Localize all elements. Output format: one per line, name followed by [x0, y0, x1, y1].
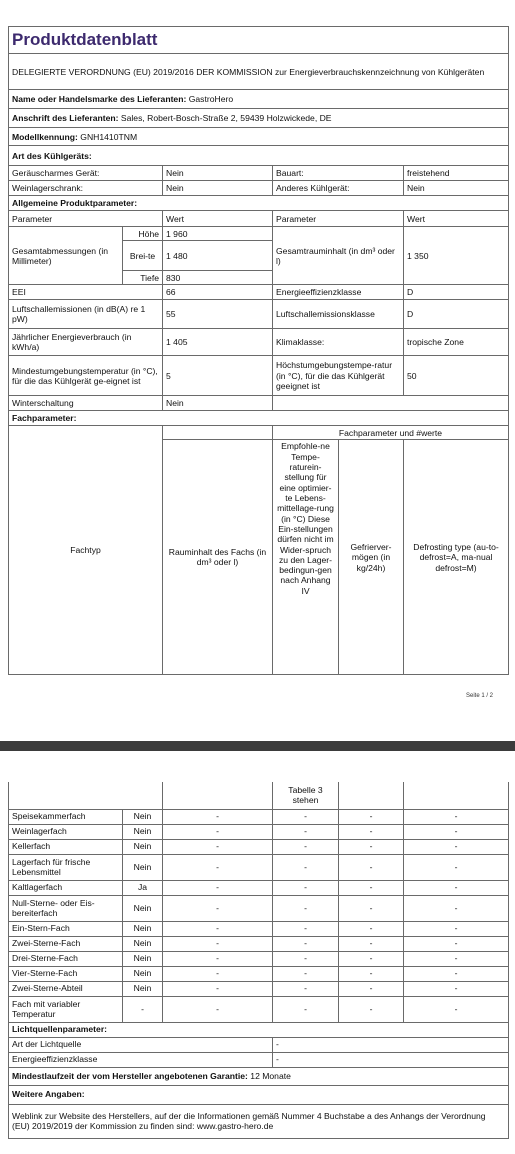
warranty-row: [9, 1067, 509, 1085]
param-value: 1 405: [163, 329, 273, 356]
compartment-defrost: -: [404, 936, 509, 951]
light-row: [9, 1052, 509, 1067]
compartment-defrost: -: [404, 895, 509, 921]
col-header-value: Wert: [404, 211, 509, 227]
type-row: [9, 181, 509, 196]
param-label: Mindestumgebungstemperatur (in °C), für die das Kühlgerät ge-eignet ist: [9, 356, 163, 396]
compartment-volume: -: [163, 839, 273, 854]
page-separator: [0, 741, 515, 751]
page-title: Produktdatenblatt: [9, 27, 509, 54]
type-label: Bauart:: [273, 166, 404, 181]
param-label: Luftschallemissionsklasse: [273, 300, 404, 329]
compartment-defrost: -: [404, 854, 509, 880]
compartment-freeze: -: [339, 895, 404, 921]
light-type-label: Art der Lichtquelle: [9, 1037, 273, 1052]
param-value: tropische Zone: [404, 329, 509, 356]
compartment-name: Kaltlagerfach: [9, 880, 123, 895]
winter-value: Nein: [163, 396, 273, 411]
col-header-value: Wert: [163, 211, 273, 227]
width-label: Brei-te: [123, 241, 163, 271]
supplier-value: GastroHero: [188, 94, 234, 105]
compartment-temperature: -: [273, 854, 339, 880]
compartment-defrost: -: [404, 824, 509, 839]
compartment-freeze: -: [339, 921, 404, 936]
datasheet-table-page-2: [8, 782, 509, 1139]
height-label: Höhe: [123, 227, 163, 241]
param-row: [9, 329, 509, 356]
regulation-text: DELEGIERTE VERORDNUNG (EU) 2019/2016 DER KOMMISSION zur Energieverbrauchskennzeichnung von Kühlgeräten: [9, 54, 509, 90]
param-label: Klimaklasse:: [273, 329, 404, 356]
compartment-temperature: -: [273, 824, 339, 839]
compartment-row: [9, 809, 509, 824]
compartment-volume: -: [163, 809, 273, 824]
compartment-defrost: -: [404, 921, 509, 936]
compartment-row: [9, 854, 509, 880]
compartment-present: Nein: [123, 839, 163, 854]
compartment-present: Nein: [123, 981, 163, 996]
param-label: Energieeffizienzklasse: [273, 285, 404, 300]
warranty-label: Mindestlaufzeit der vom Hersteller angebotenen Garantie:: [12, 1070, 248, 1081]
compartment-volume: -: [163, 854, 273, 880]
col-header-volume: Rauminhalt des Fachs (in dm³ oder l): [163, 440, 273, 675]
compartment-present: Nein: [123, 921, 163, 936]
address-value: Sales, Robert-Bosch-Straße 2, 59439 Holzwickede, DE: [120, 113, 332, 124]
page-number: Seite 1 / 2: [466, 693, 494, 699]
compartment-temperature: -: [273, 809, 339, 824]
compartment-name: Fach mit variabler Temperatur: [9, 996, 123, 1022]
warranty-value: 12 Monate: [250, 1070, 291, 1081]
compartment-name: Lagerfach für frische Lebensmittel: [9, 854, 123, 880]
compartment-volume: -: [163, 936, 273, 951]
param-value: 66: [163, 285, 273, 300]
param-row: [9, 356, 509, 396]
light-class-value: -: [273, 1052, 509, 1067]
type-label: Geräuscharmes Gerät:: [9, 166, 163, 181]
winter-row: [9, 396, 509, 411]
type-value: Nein: [404, 181, 509, 196]
volume-value: 1 350: [404, 227, 509, 285]
compartment-row: [9, 839, 509, 854]
param-row: [9, 300, 509, 329]
supplier-label: Name oder Handelsmarke des Lieferanten:: [12, 94, 187, 105]
height-value: 1 960: [163, 227, 273, 241]
compartment-present: Nein: [123, 966, 163, 981]
further-heading: Weitere Angaben:: [9, 1085, 509, 1104]
compartment-freeze: -: [339, 981, 404, 996]
compartment-freeze: -: [339, 880, 404, 895]
compartment-rows: [9, 809, 509, 1022]
col-header-temperature: Empfohle-ne Tempe-raturein-stellung für eine optimier-te Lebens-mittellage-rung (in °C) Diese Ein-stellungen dürfen nicht im Wider-spruch zu den Lager-bedingun-gen nach Anhang IV: [273, 440, 339, 675]
compartment-group-row: [9, 426, 509, 440]
compartment-present: Nein: [123, 895, 163, 921]
col-header-parameter: Parameter: [273, 211, 404, 227]
width-value: 1 480: [163, 241, 273, 271]
compartment-freeze: -: [339, 809, 404, 824]
compartment-present: -: [123, 996, 163, 1022]
light-type-value: -: [273, 1037, 509, 1052]
compartment-volume: -: [163, 981, 273, 996]
datasheet-table-page-1: [8, 26, 509, 675]
supplier-row: [9, 90, 509, 109]
param-label: Luftschallemissionen (in dB(A) re 1 pW): [9, 300, 163, 329]
compartment-name: Vier-Sterne-Fach: [9, 966, 123, 981]
light-row: [9, 1037, 509, 1052]
col-header-fachtyp: Fachtyp: [9, 426, 163, 675]
compartment-defrost: -: [404, 951, 509, 966]
general-heading: Allgemeine Produktparameter:: [9, 196, 509, 211]
compartment-freeze: -: [339, 936, 404, 951]
compartment-defrost: -: [404, 966, 509, 981]
compartment-defrost: -: [404, 809, 509, 824]
compartment-present: Nein: [123, 854, 163, 880]
compartment-name: Zwei-Sterne-Abteil: [9, 981, 123, 996]
light-heading: Lichtquellenparameter:: [9, 1022, 509, 1037]
col-header-temperature-cont: Tabelle 3 stehen: [273, 782, 339, 809]
volume-label: Gesamtrauminhalt (in dm³ oder l): [273, 227, 404, 285]
compartment-freeze: -: [339, 966, 404, 981]
compartment-name: Kellerfach: [9, 839, 123, 854]
compartment-defrost: -: [404, 839, 509, 854]
compartment-present: Nein: [123, 809, 163, 824]
compartment-row: [9, 895, 509, 921]
compartment-name: Zwei-Sterne-Fach: [9, 936, 123, 951]
compartment-freeze: -: [339, 996, 404, 1022]
depth-label: Tiefe: [123, 271, 163, 285]
compartment-temperature: -: [273, 951, 339, 966]
type-value: Nein: [163, 181, 273, 196]
compartment-temperature: -: [273, 981, 339, 996]
dimension-row: [9, 227, 509, 241]
col-header-freeze: Gefrierver-mögen (in kg/24h): [339, 440, 404, 675]
compartment-freeze: -: [339, 951, 404, 966]
param-label: Jährlicher Energieverbrauch (in kWh/a): [9, 329, 163, 356]
type-section-heading: Art des Kühlgeräts:: [9, 146, 509, 166]
compartment-name: Speisekammerfach: [9, 809, 123, 824]
compartment-temperature: -: [273, 936, 339, 951]
compartment-temperature: -: [273, 839, 339, 854]
compartment-temperature: -: [273, 996, 339, 1022]
col-header-defrost: Defrosting type (au-to-defrost=A, ma-nual defrost=M): [404, 440, 509, 675]
param-row: [9, 285, 509, 300]
compartment-freeze: -: [339, 824, 404, 839]
col-header-group: Fachparameter und #werte: [273, 426, 509, 440]
param-value: D: [404, 300, 509, 329]
type-label: Anderes Kühlgerät:: [273, 181, 404, 196]
depth-value: 830: [163, 271, 273, 285]
compartment-volume: -: [163, 895, 273, 921]
compartment-temperature: -: [273, 966, 339, 981]
compartment-row: [9, 921, 509, 936]
compartment-row: [9, 966, 509, 981]
compartment-temperature: -: [273, 895, 339, 921]
param-value: 5: [163, 356, 273, 396]
compartment-volume: -: [163, 921, 273, 936]
type-label: Weinlagerschrank:: [9, 181, 163, 196]
compartment-defrost: -: [404, 996, 509, 1022]
compartment-row: [9, 936, 509, 951]
model-value: GNH1410TNM: [80, 131, 138, 142]
compartment-freeze: -: [339, 854, 404, 880]
compartment-temperature: -: [273, 921, 339, 936]
compartment-volume: -: [163, 966, 273, 981]
compartment-continuation-row: [9, 782, 509, 809]
compartment-volume: -: [163, 824, 273, 839]
compartment-row: [9, 824, 509, 839]
compartment-present: Nein: [123, 951, 163, 966]
dimensions-label: Gesamtabmessungen (in Millimeter): [9, 227, 123, 285]
compartment-present: Ja: [123, 880, 163, 895]
compartment-defrost: -: [404, 981, 509, 996]
type-value: Nein: [163, 166, 273, 181]
compartment-present: Nein: [123, 824, 163, 839]
compartments-heading: Fachparameter:: [9, 411, 509, 426]
further-text: Weblink zur Website des Herstellers, auf der die Informationen gemäß Nummer 4 Buchstabe a des Anhangs der Verordnung (EU) 2019/2019 der Kommission zu finden sind: www.gastro-hero.de: [9, 1104, 509, 1138]
compartment-name: Null-Sterne- oder Eis-bereiterfach: [9, 895, 123, 921]
light-class-label: Energieeffizienzklasse: [9, 1052, 273, 1067]
compartment-name: Weinlagerfach: [9, 824, 123, 839]
compartment-name: Drei-Sterne-Fach: [9, 951, 123, 966]
compartment-row: [9, 880, 509, 895]
address-row: [9, 109, 509, 128]
type-row: [9, 166, 509, 181]
address-label: Anschrift des Lieferanten:: [12, 113, 119, 124]
compartment-row: [9, 996, 509, 1022]
param-value: 50: [404, 356, 509, 396]
model-label: Modellkennung:: [12, 131, 78, 142]
compartment-volume: -: [163, 951, 273, 966]
compartment-row: [9, 951, 509, 966]
param-value: 55: [163, 300, 273, 329]
col-header-parameter: Parameter: [9, 211, 163, 227]
compartment-name: Ein-Stern-Fach: [9, 921, 123, 936]
compartment-volume: -: [163, 996, 273, 1022]
param-label: Höchstumgebungstempe-ratur (in °C), für die das Kühlgerät geeignet ist: [273, 356, 404, 396]
compartment-temperature: -: [273, 880, 339, 895]
general-header-row: [9, 211, 509, 227]
compartment-defrost: -: [404, 880, 509, 895]
param-label: EEI: [9, 285, 163, 300]
compartment-present: Nein: [123, 936, 163, 951]
param-value: D: [404, 285, 509, 300]
compartment-freeze: -: [339, 839, 404, 854]
compartment-volume: -: [163, 880, 273, 895]
winter-label: Winterschaltung: [9, 396, 163, 411]
type-value: freistehend: [404, 166, 509, 181]
model-row: [9, 128, 509, 146]
compartment-row: [9, 981, 509, 996]
